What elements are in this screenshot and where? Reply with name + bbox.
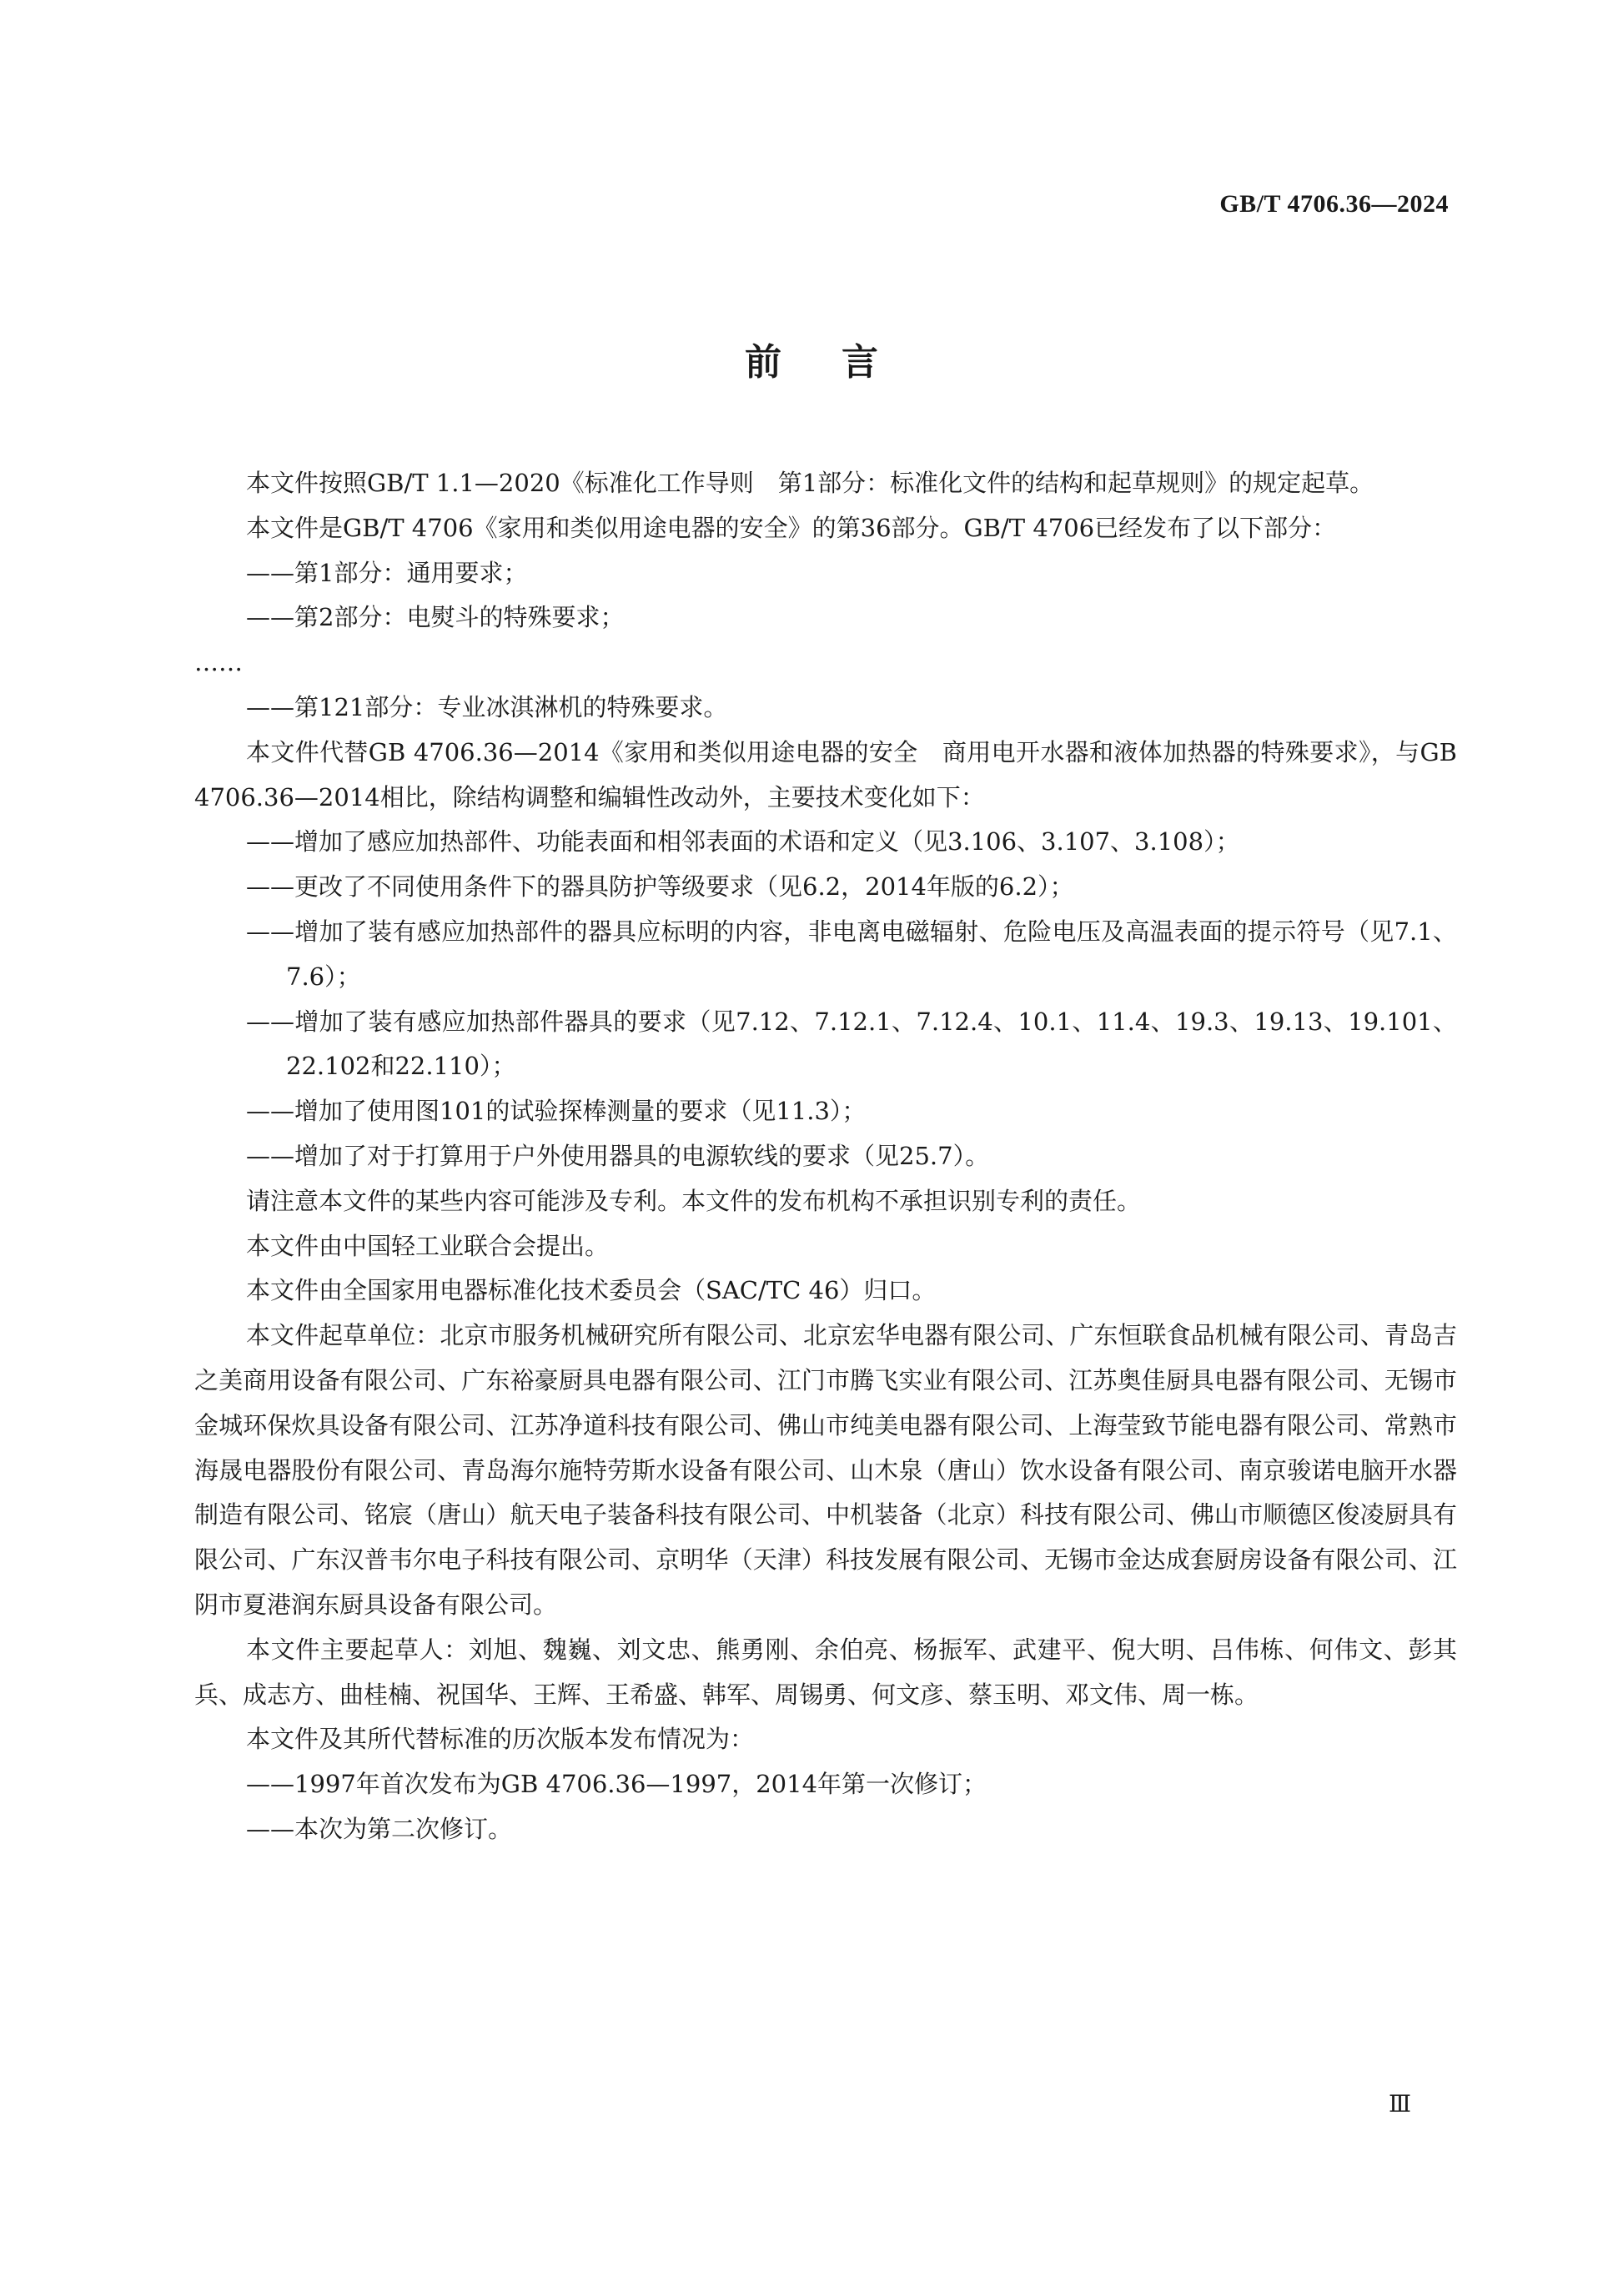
list-item-change: ——更改了不同使用条件下的器具防护等级要求（见6.2，2014年版的6.2）； (246, 872, 1074, 902)
document-code: GB/T 4706.36—2024 (1219, 190, 1449, 218)
list-ellipsis: …… (194, 648, 243, 677)
document-body (194, 461, 1457, 1852)
list-item-change: ——增加了感应加热部件、功能表面和相邻表面的术语和定义（见3.106、3.107、3.108）； (246, 827, 1240, 857)
paragraph-committee: 本文件由全国家用电器标准化技术委员会（SAC/TC 46）归口。 (246, 1276, 937, 1305)
page-number: Ⅲ (1388, 2092, 1411, 2118)
list-item-history: ——本次为第二次修订。 (246, 1814, 513, 1843)
list-item-change: ——增加了对于打算用于户外使用器具的电源软线的要求（见25.7）。 (246, 1141, 990, 1170)
list-item-history: ——1997年首次发布为GB 4706.36—1997，2014年第一次修订； (246, 1770, 987, 1799)
list-item-change: ——增加了使用图101的试验探棒测量的要求（见11.3）； (246, 1097, 867, 1126)
list-item-part: ——第2部分：电熨斗的特殊要求； (246, 603, 625, 632)
list-item-part: ——第121部分：专业冰淇淋机的特殊要求。 (246, 692, 728, 721)
paragraph-proposer: 本文件由中国轻工业联合会提出。 (246, 1231, 610, 1260)
paragraph-drafters: 本文件主要起草人：刘旭、魏巍、刘文忠、熊勇刚、余伯亮、杨振军、武建平、倪大明、吕伟栋、何伟文、彭其兵、成志方、曲桂楠、祝国华、王辉、王希盛、韩军、周锡勇、何文彦、蔡玉明、邓文伟、周一栋。 (194, 1635, 1457, 1709)
paragraph-drafting-rules: 本文件按照GB/T 1.1—2020《标准化工作导则 第1部分：标准化文件的结构和起草规则》的规定起草。 (246, 469, 1374, 497)
paragraph-replacement: 本文件代替GB 4706.36—2014《家用和类似用途电器的安全 商用电开水器和液体加热器的特殊要求》，与GB 4706.36—2014相比，除结构调整和编辑性改动外，主要技术变化如下： (194, 737, 1457, 811)
paragraph-history-intro: 本文件及其所代替标准的历次版本发布情况为： (246, 1725, 755, 1754)
paragraph-drafting-units: 本文件起草单位：北京市服务机械研究所有限公司、北京宏华电器有限公司、广东恒联食品机械有限公司、青岛吉之美商用设备有限公司、广东裕豪厨具电器有限公司、江门市腾飞实业有限公司、江苏奥佳厨具电器有限公司、无锡市金城环保炊具设备有限公司、江苏净道科技有限公司、佛山市纯美电器有限公司、上海莹致节能电器有限公司、常熟市海晟电器股份有限公司、青岛海尔施特劳斯水设备有限公司、山木泉（唐山）饮水设备有限公司、南京骏诺电脑开水器制造有限公司、铭宸（唐山）航天电子装备科技有限公司、中机装备（北京）科技有限公司、佛山市顺德区俊凌厨具有限公司、广东汉普韦尔电子科技有限公司、京明华（天津）科技发展有限公司、无锡市金达成套厨房设备有限公司、江阴市夏港润东厨具设备有限公司。 (194, 1321, 1457, 1619)
paragraph-patent-notice: 请注意本文件的某些内容可能涉及专利。本文件的发布机构不承担识别专利的责任。 (246, 1186, 1142, 1215)
list-item-change: ——增加了装有感应加热部件的器具应标明的内容，非电离电磁辐射、危险电压及高温表面的提示符号（见7.1、7.6）； (246, 917, 1457, 991)
page-title: 前言 (745, 341, 938, 384)
paragraph-series-intro: 本文件是GB/T 4706《家用和类似用途电器的安全》的第36部分。GB/T 4706已经发布了以下部分： (246, 513, 1337, 542)
list-item-change: ——增加了装有感应加热部件器具的要求（见7.12、7.12.1、7.12.4、10.1、11.4、19.3、19.13、19.101、22.102和22.110）； (246, 1007, 1457, 1081)
list-item-part: ——第1部分：通用要求； (246, 558, 528, 587)
